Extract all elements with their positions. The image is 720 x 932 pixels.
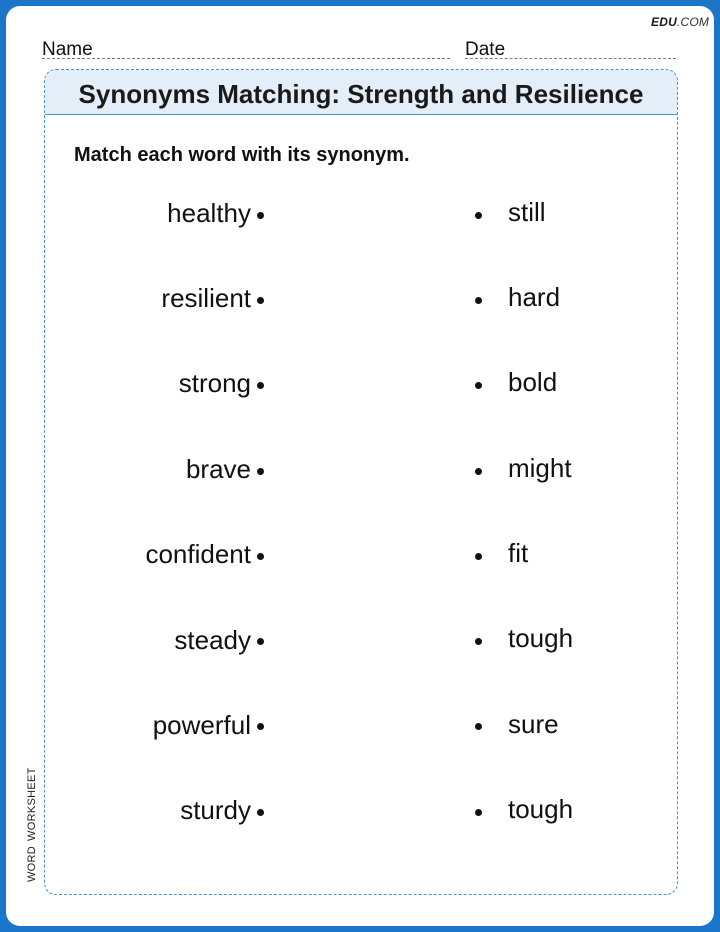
left-word: steady (174, 625, 251, 655)
right-match-dot[interactable] (475, 723, 482, 730)
date-label: Date (465, 39, 506, 60)
worksheet-page (6, 6, 714, 926)
left-match-dot[interactable] (257, 468, 264, 475)
right-match-dot[interactable] (475, 382, 482, 389)
right-match-dot[interactable] (475, 553, 482, 560)
left-match-dot[interactable] (257, 638, 264, 645)
right-word: tough (508, 623, 574, 653)
right-match-dot[interactable] (475, 468, 482, 475)
left-match-dot[interactable] (257, 723, 264, 730)
brand-logo (651, 15, 709, 29)
right-word: sure (508, 709, 559, 739)
left-word: healthy (167, 198, 251, 228)
right-match-dot[interactable] (475, 212, 482, 219)
worksheet-card (44, 69, 678, 895)
left-match-dot[interactable] (257, 809, 264, 816)
left-word: strong (178, 368, 251, 398)
right-match-dot[interactable] (475, 638, 482, 645)
worksheet-header (45, 70, 677, 115)
brand-logo-part1: EDU (651, 15, 677, 29)
left-match-dot[interactable] (257, 212, 264, 219)
right-match-dot[interactable] (475, 809, 482, 816)
left-word: resilient (161, 283, 251, 313)
name-label: Name (42, 39, 93, 60)
right-word: tough (508, 794, 574, 824)
left-word: sturdy (180, 795, 251, 825)
name-field[interactable] (42, 58, 450, 59)
brand-logo-part2: .COM (676, 15, 710, 29)
left-word: powerful (152, 710, 251, 740)
right-word: might (508, 453, 572, 483)
left-match-dot[interactable] (257, 553, 264, 560)
right-match-dot[interactable] (475, 297, 482, 304)
right-word: still (508, 197, 546, 227)
side-label-part1: WORD (26, 845, 38, 882)
date-field[interactable] (465, 58, 676, 59)
left-match-dot[interactable] (257, 297, 264, 304)
left-word: confident (145, 539, 251, 569)
right-word: bold (508, 367, 558, 397)
side-label (26, 767, 38, 882)
left-match-dot[interactable] (257, 382, 264, 389)
right-word: hard (508, 282, 561, 312)
side-label-part2: WORKSHEET (26, 767, 38, 841)
instructions: Match each word with its synonym. (74, 144, 410, 166)
left-word: brave (185, 454, 251, 484)
right-word: fit (508, 538, 529, 568)
worksheet-title: Synonyms Matching: Strength and Resilience (78, 79, 644, 109)
